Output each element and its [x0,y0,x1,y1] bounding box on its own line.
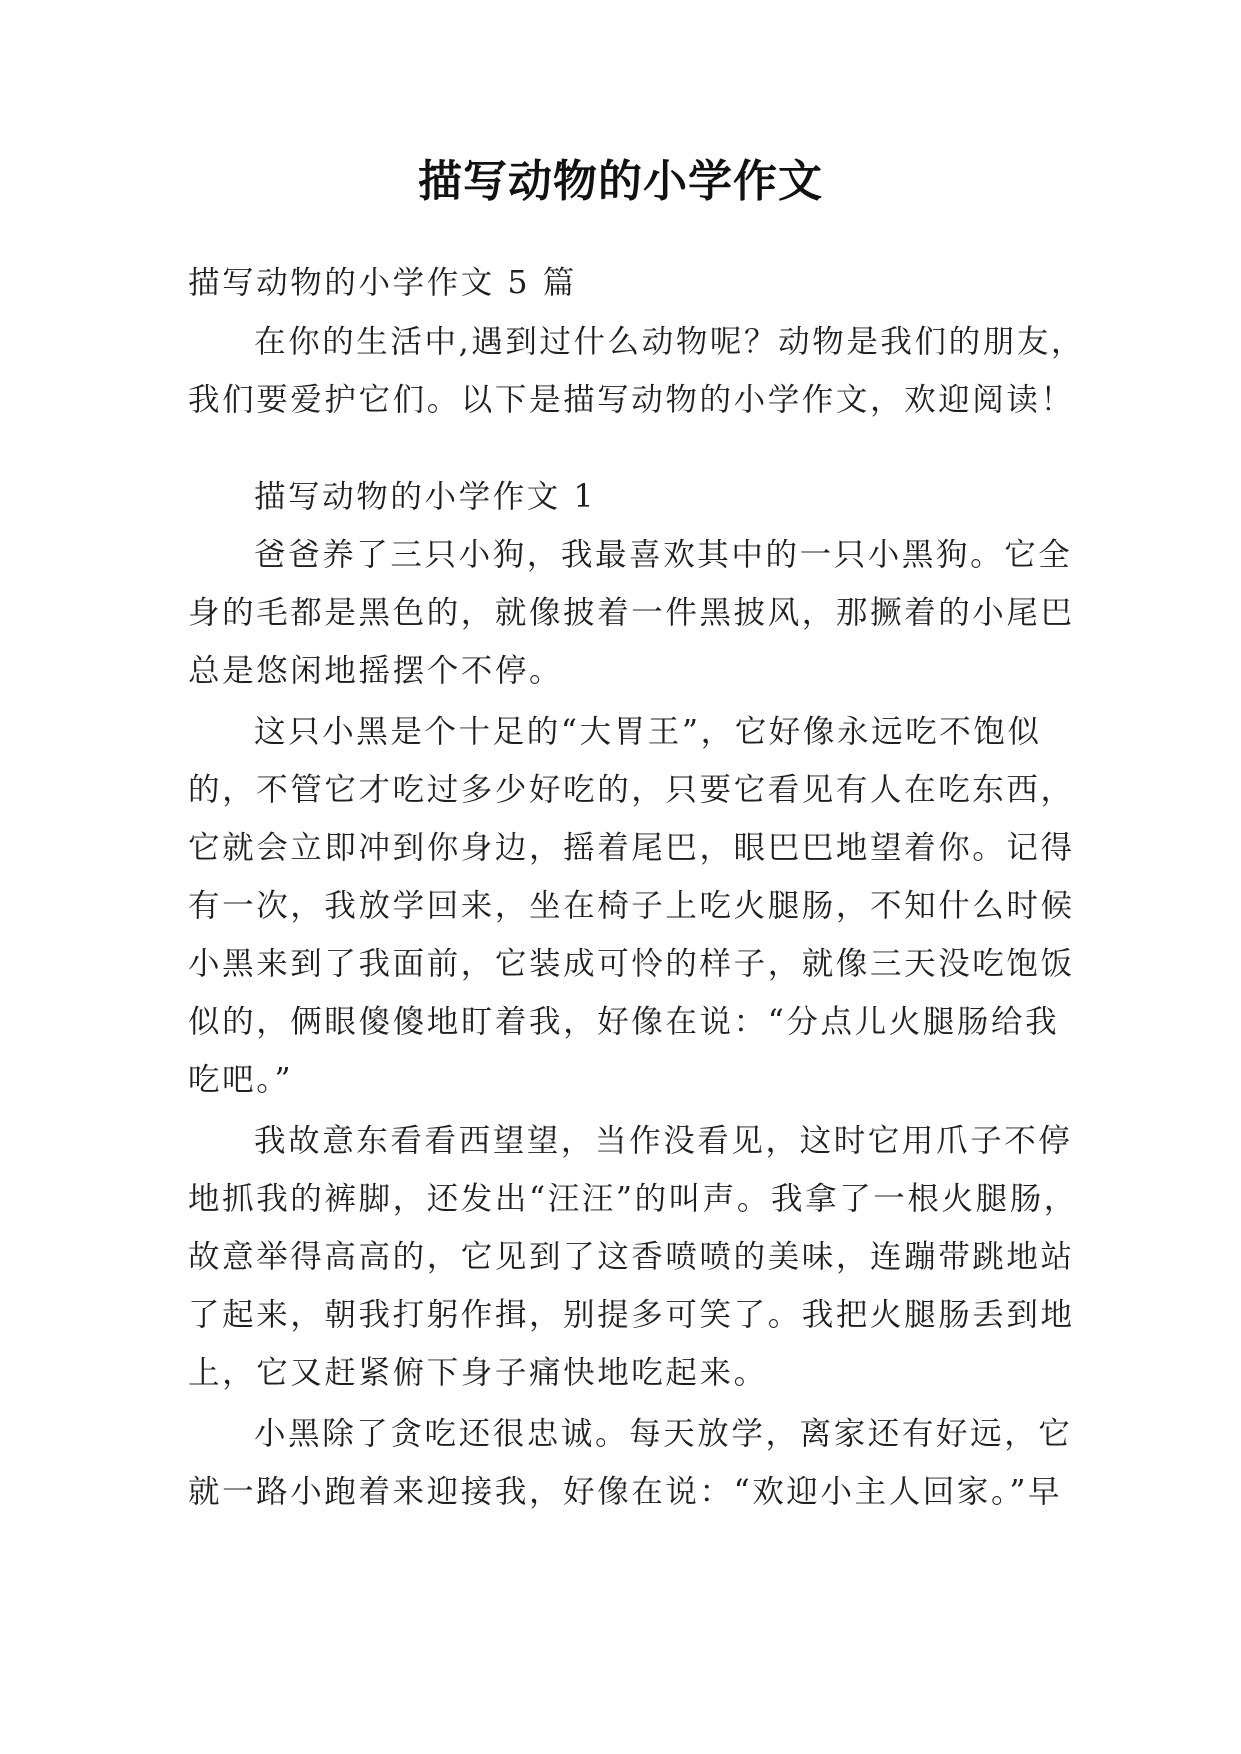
paragraph-line: 小黑来到了我面前，它装成可怜的样子，就像三天没吃饱饭 [188,946,1075,982]
paragraph-line: 爸爸养了三只小狗，我最喜欢其中的一只小黑狗。它全 [254,537,1073,573]
paragraph-line: 上，它又赶紧俯下身子痛快地吃起来。 [188,1355,768,1391]
document-title: 描写动物的小学作文 [418,156,823,207]
paragraph-line: 我们要爱护它们。以下是描写动物的小学作文，欢迎阅读！ [188,382,1075,418]
paragraph-line: 就一路小跑着来迎接我，好像在说：“欢迎小主人回家。”早 [188,1474,1063,1510]
paragraph-line: 在你的生活中,遇到过什么动物呢？动物是我们的朋友， [254,324,1086,360]
paragraph-line: 小黑除了贪吃还很忠诚。每天放学，离家还有好远，它 [254,1416,1073,1452]
paragraph-line: 总是悠闲地摇摆个不停。 [188,653,564,689]
section-heading: 描写动物的小学作文 1 [254,479,597,515]
paragraph-line: 了起来，朝我打躬作揖，别提多可笑了。我把火腿肠丢到地 [188,1297,1075,1333]
paragraph-line: 有一次，我放学回来，坐在椅子上吃火腿肠，不知什么时候 [188,888,1075,924]
paragraph-line: 这只小黑是个十足的“大胃王”，它好像永远吃不饱似 [254,714,1042,750]
paragraph-line: 地抓我的裤脚，还发出“汪汪”的叫声。我拿了一根火腿肠， [188,1181,1078,1217]
paragraph-line: 似的，俩眼傻傻地盯着我，好像在说：“分点儿火腿肠给我 [188,1004,1060,1040]
paragraph-line: 它就会立即冲到你身边，摇着尾巴，眼巴巴地望着你。记得 [188,830,1075,866]
paragraph-line: 吃吧。” [188,1062,294,1098]
subtitle-line: 描写动物的小学作文 5 篇 [188,265,577,301]
paragraph-line: 身的毛都是黑色的，就像披着一件黑披风，那撅着的小尾巴 [188,595,1075,631]
paragraph-line: 我故意东看看西望望，当作没看见，这时它用爪子不停 [254,1123,1073,1159]
paragraph-line: 故意举得高高的，它见到了这香喷喷的美味，连蹦带跳地站 [188,1239,1075,1275]
paragraph-line: 的，不管它才吃过多少好吃的，只要它看见有人在吃东西， [188,772,1075,808]
